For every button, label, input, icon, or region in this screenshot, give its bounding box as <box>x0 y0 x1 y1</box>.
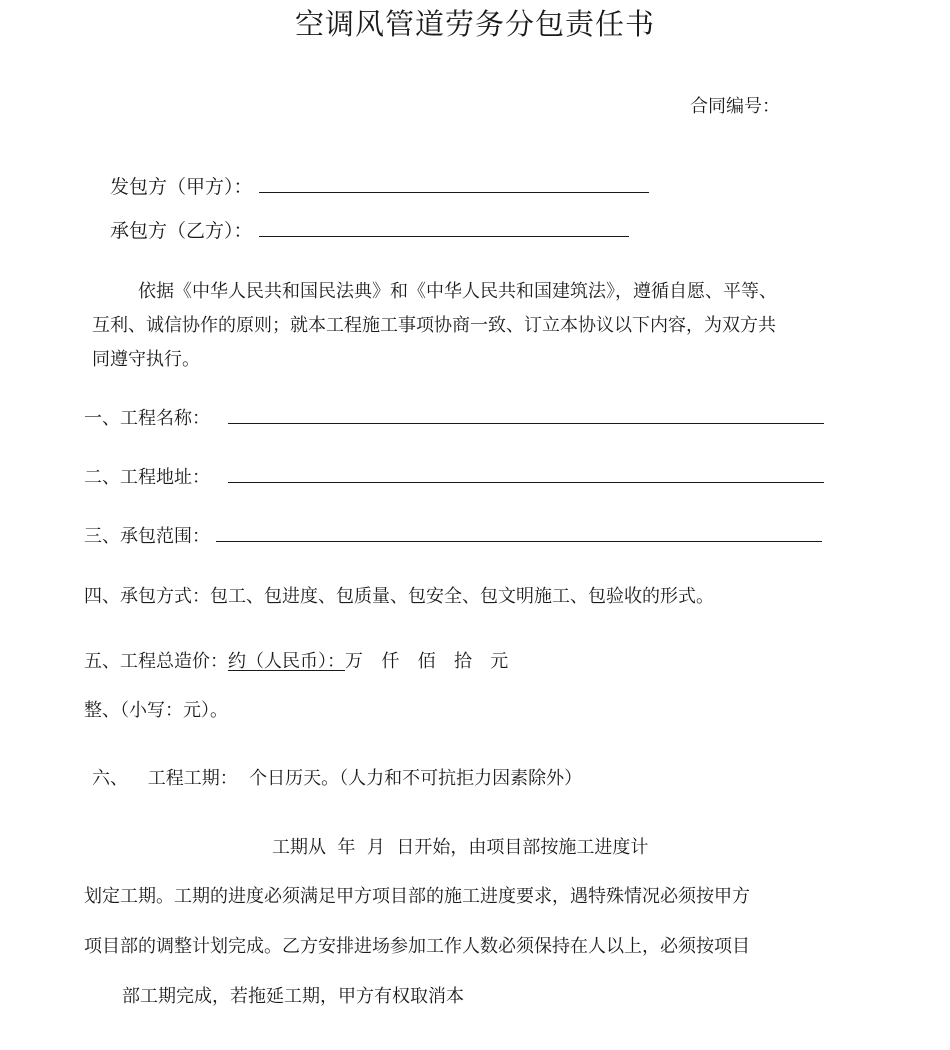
item-5-label: 五、工程总造价： <box>84 651 228 672</box>
item-6-duration <box>92 764 582 790</box>
party-a-label: 发包方（甲方）： <box>110 176 253 198</box>
item-6-text: 工程工期： 个日历天。（人力和不可抗拒力因素除外） <box>147 768 583 789</box>
item-1-label: 一、工程名称： <box>84 408 210 429</box>
item-5-total-price <box>84 647 515 673</box>
item-3-scope <box>84 522 822 548</box>
item-3-label: 三、承包范围： <box>84 526 210 547</box>
schedule-line-4: 部工期完成，若拖延工期，甲方有权取消本 <box>122 986 464 1007</box>
item-4-contract-method: 四、承包方式：包工、包进度、包质量、包安全、包文明施工、包验收的形式。 <box>84 586 714 607</box>
party-b-blank-line <box>259 218 629 237</box>
item-3-blank-line <box>216 523 822 542</box>
party-a-row <box>110 172 649 199</box>
item-1-project-name <box>84 404 824 430</box>
schedule-line-1: 工期从 年 月 日开始，由项目部按施工进度计 <box>272 837 649 858</box>
party-b-label: 承包方（乙方）： <box>110 220 253 242</box>
intro-line-1: 依据《中华人民共和国民法典》和《中华人民共和国建筑法》，遵循自愿、平等、 <box>138 281 777 302</box>
schedule-line-3: 项目部的调整计划完成。乙方安排进场参加工作人数必须保持在人以上，必须按项目 <box>84 936 750 957</box>
party-a-blank-line <box>259 174 649 193</box>
item-5-rmb-underlined: 约（人民币）： <box>228 651 345 672</box>
document-title: 空调风管道劳务分包责任书 <box>294 7 655 41</box>
item-6-label: 六、 <box>92 768 128 789</box>
intro-line-3: 同遵守执行。 <box>92 349 200 370</box>
item-5-units: 万 仟 佰 拾 元 <box>345 651 515 672</box>
item-2-label: 二、工程地址： <box>84 467 210 488</box>
contract-number-label: 合同编号： <box>690 96 780 117</box>
intro-line-2: 互利、诚信协作的原则；就本工程施工事项协商一致、订立本协议以下内容，为双方共 <box>92 315 776 336</box>
item-1-blank-line <box>228 405 824 424</box>
party-b-row <box>110 216 629 243</box>
item-5-line-2: 整、（小写：元）。 <box>84 700 228 721</box>
schedule-line-2: 划定工期。工期的进度必须满足甲方项目部的施工进度要求，遇特殊情况必须按甲方 <box>84 886 750 907</box>
item-2-blank-line <box>228 464 824 483</box>
item-2-project-address <box>84 463 824 489</box>
